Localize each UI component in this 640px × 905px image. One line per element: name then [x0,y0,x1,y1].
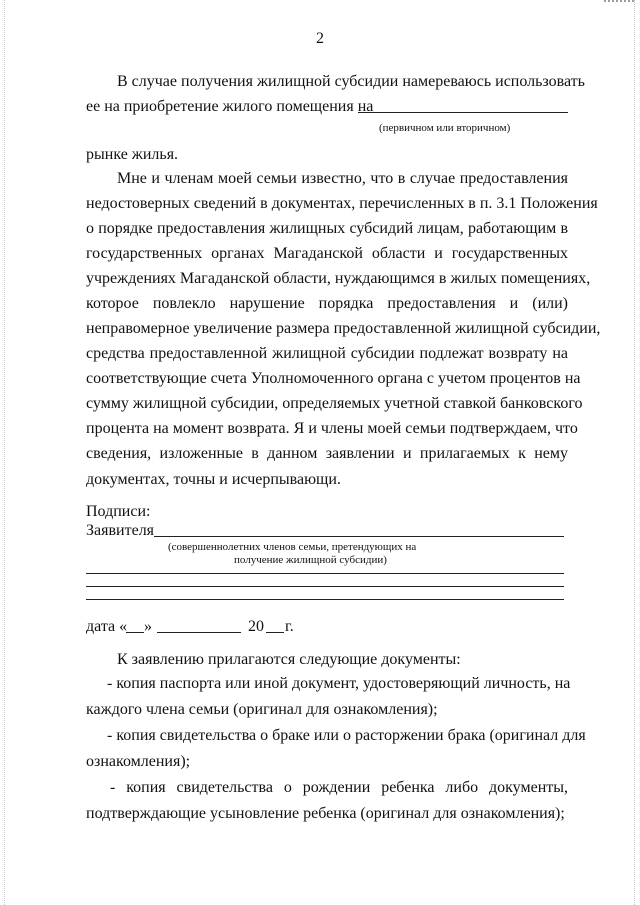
date-year-suffix: г. [285,618,294,635]
market-type-hint: (первичном или вторичном) [379,122,511,134]
member-signature-line [86,586,564,587]
page-number: 2 [316,30,324,47]
scan-corner-mark [604,0,634,10]
document-item-line: каждого члена семьи (оригинал для ознакомления); [86,701,438,718]
page-left-edge [4,0,6,905]
statement-line: сумму жилищной субсидии, определяемых учетной ставкой банковского [86,395,583,412]
statement-line: Мне и членам моей семьи известно, что в случае предоставления [117,170,568,187]
intro-line-3: рынке жилья. [86,146,179,163]
document-item-line: подтверждающие усыновление ребенка (оригинал для ознакомления); [86,805,565,822]
statement-line: процента на момент возврата. Я и члены моей семьи подтверждаем, что [86,420,578,437]
date-year-prefix: 20 [248,618,264,635]
market-type-blank-line [358,112,568,113]
applicant-signature-line [154,536,564,537]
date-quote-close: » [144,618,152,635]
members-hint-line-2: получение жилищной субсидии) [234,554,387,566]
members-hint-line-1: (совершеннолетних членов семьи, претендующих на [168,541,417,553]
signatures-heading: Подписи: [86,503,151,520]
statement-line: которое повлекло нарушение порядка предоставления и (или) [86,295,568,312]
applicant-label: Заявителя [86,522,155,539]
intro-line-1: В случае получения жилищной субсидии намереваюсь использовать [117,73,585,90]
statement-line: средства предоставленной жилищной субсидии подлежат возврату на [86,345,568,362]
document-item-line: ознакомления); [86,753,191,770]
date-year-blank [266,632,284,633]
document-item-line: - копия свидетельства о браке или о расторжении брака (оригинал для [107,727,586,744]
statement-line: соответствующие счета Уполномоченного органа с учетом процентов на [86,370,581,387]
statement-line: неправомерное увеличение размера предоставленной жилищной субсидии, [86,320,601,337]
statement-line: недостоверных сведений в документах, перечисленных в п. 3.1 Положения [86,195,598,212]
page-right-edge [634,0,636,905]
member-signature-line [86,599,564,600]
date-label: дата « [86,618,128,635]
date-day-blank [126,632,144,633]
documents-heading: К заявлению прилагаются следующие документы: [117,651,461,668]
document-item-line: - копия свидетельства о рождении ребенка либо документы, [110,779,568,796]
date-month-blank [157,632,241,633]
statement-line: учреждениях Магаданской области, нуждающимся в жилых помещениях, [86,270,591,287]
statement-line: государственных органах Магаданской области и государственных [86,245,568,262]
member-signature-line [86,573,564,574]
intro-line-2: ее на приобретение жилого помещения на [86,98,374,115]
statement-line: сведения, изложенные в данном заявлении и прилагаемых к нему [86,445,568,462]
statement-line: документах, точны и исчерпывающи. [86,471,341,488]
document-item-line: - копия паспорта или иной документ, удостоверяющий личность, на [107,675,571,692]
statement-line: о порядке предоставления жилищных субсидий лицам, работающим в [86,220,568,237]
